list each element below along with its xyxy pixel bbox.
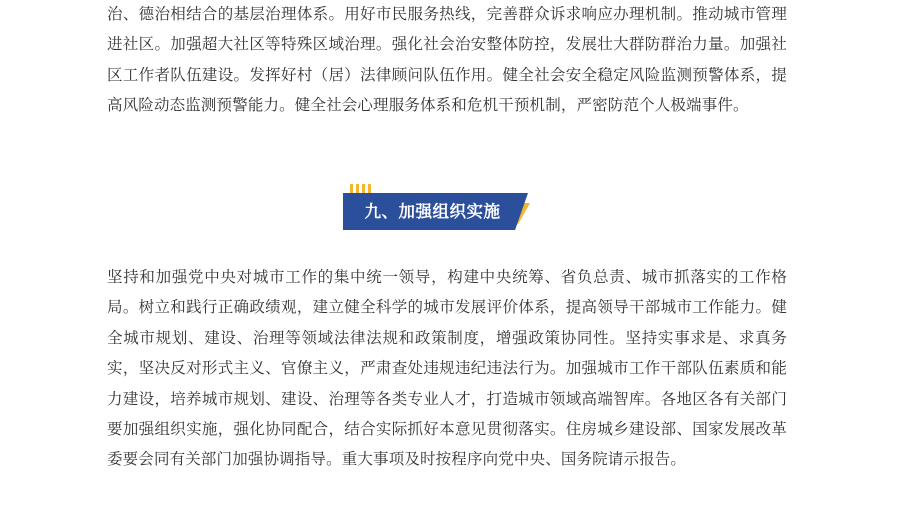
section-heading <box>340 184 532 230</box>
body-paragraph-bottom: 坚持和加强党中央对城市工作的集中统一领导，构建中央统筹、省负总责、城市抓落实的工作格局。树立和践行正确政绩观，建立健全科学的城市发展评价体系，提高领导干部城市工作能力。健全城市规划、建设、治理等领域法律法规和政策制度，增强政策协同性。坚持实事求是、求真务实，坚决反对形式主义、官僚主义，严肃查处违规违纪违法行为。加强城市工作干部队伍素质和能力建设，培养城市规划、建设、治理等各类专业人才，打造城市领域高端智库。各地区各有关部门要加强组织实施，强化协同配合，结合实际抓好本意见贯彻落实。住房城乡建设部、国家发展改革委要会同有关部门加强协调指导。重大事项及时按程序向党中央、国务院请示报告。 <box>107 268 787 469</box>
body-paragraph-top: 治、德治相结合的基层治理体系。用好市民服务热线，完善群众诉求响应办理机制。推动城市管理进社区。加强超大社区等特殊区域治理。强化社会治安整体防控，发展壮大群防群治力量。加强社区工作者队伍建设。发挥好村（居）法律顾问队伍作用。健全社会安全稳定风险监测预警体系，提高风险动态监测预警能力。健全社会心理服务体系和危机干预机制，严密防范个人极端事件。 <box>107 5 787 115</box>
section-title: 九、加强组织实施 <box>364 202 501 221</box>
